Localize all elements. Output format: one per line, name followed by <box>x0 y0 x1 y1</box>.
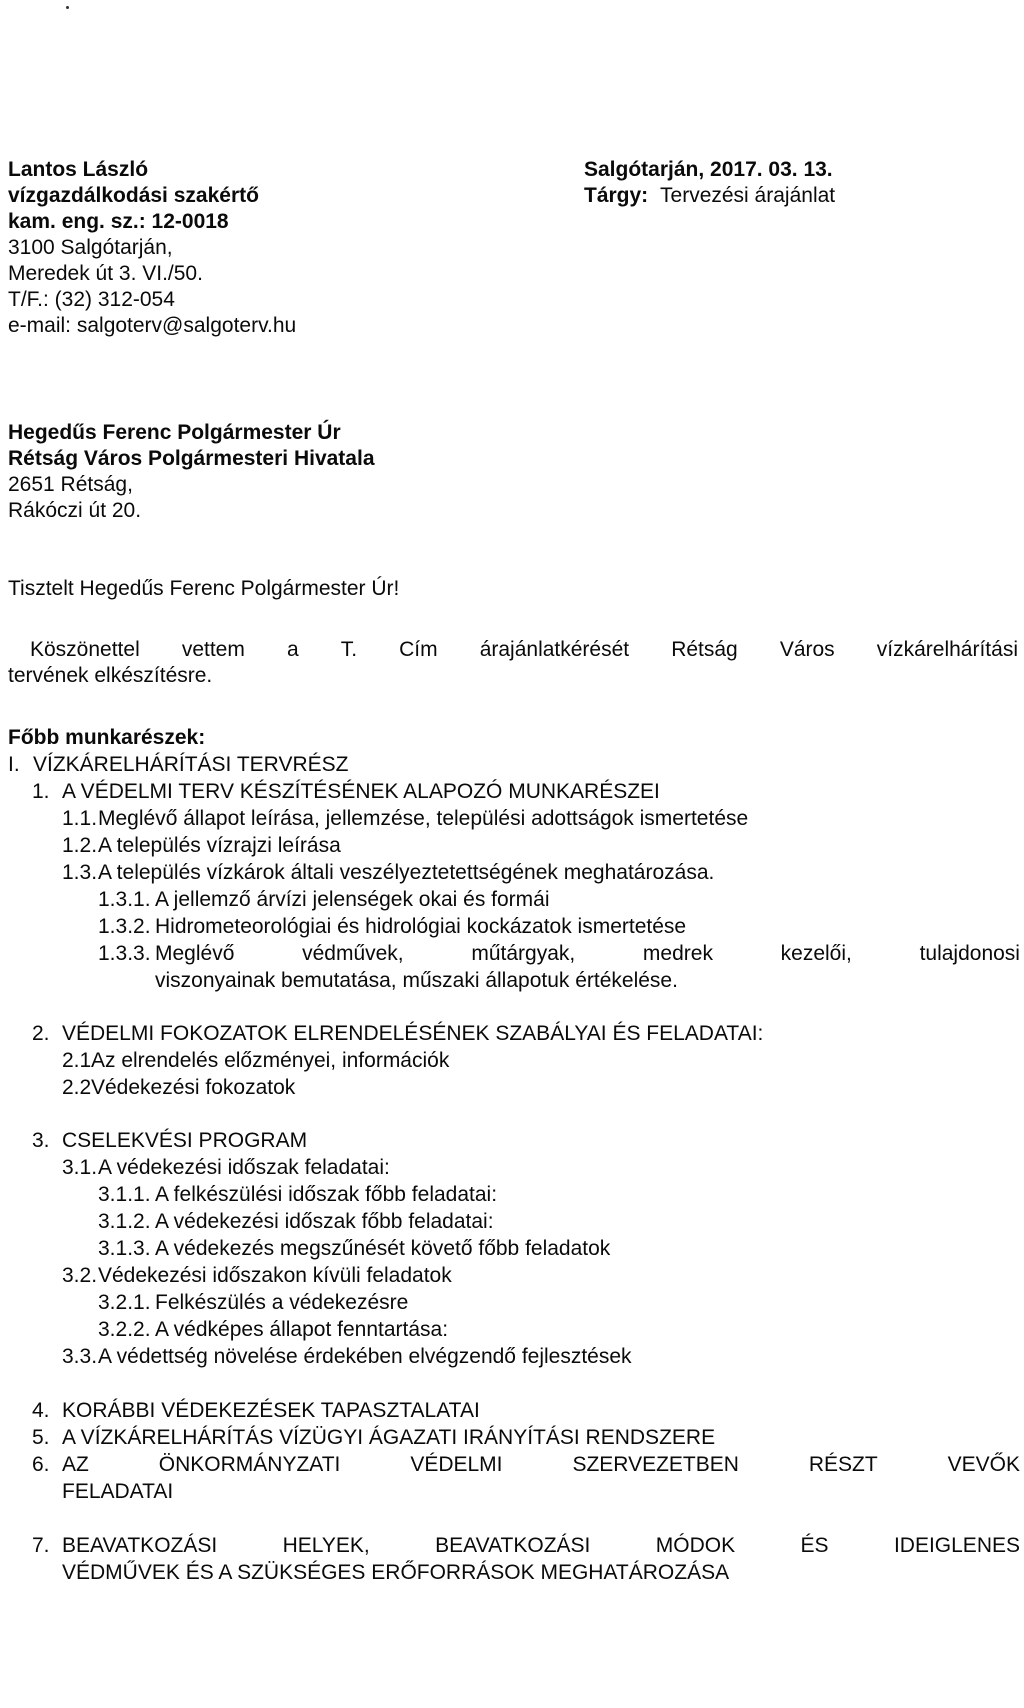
sender-title: vízgazdálkodási szakértő <box>8 184 259 207</box>
recipient-block <box>8 420 375 524</box>
outline-text: A VÉDELMI TERV KÉSZÍTÉSÉNEK ALAPOZÓ MUNKARÉSZEI <box>62 780 660 803</box>
outline-word: VÉDELMI <box>410 1453 503 1476</box>
outline-text <box>62 1533 1020 1559</box>
outline-word: tulajdonosi <box>919 942 1020 965</box>
outline-number: 3. <box>32 1129 50 1152</box>
sender-chamber-number: kam. eng. sz.: 12-0018 <box>8 210 229 233</box>
outline-number: 2. <box>32 1022 50 1045</box>
outline-number: 1.3.2. <box>98 915 151 938</box>
outline-text: CSELEKVÉSI PROGRAM <box>62 1129 308 1152</box>
intro-word: vízkárelhárítási <box>876 638 1018 661</box>
recipient-street: Rákóczi út 20. <box>8 499 142 522</box>
outline-word: ÖNKORMÁNYZATI <box>158 1453 341 1476</box>
outline-number: 2.2 <box>62 1076 92 1099</box>
outline-number: 2.1 <box>62 1049 92 1072</box>
outline-text: A védettség növelése érdekében elvégzendő fejlesztések <box>98 1345 632 1368</box>
intro-word: T. <box>340 638 358 661</box>
subject-text: Tervezési árajánlat <box>660 184 836 207</box>
intro-word: Rétság <box>671 638 738 661</box>
outline-number: 4. <box>32 1399 50 1422</box>
outline-word: BEAVATKOZÁSI <box>62 1534 218 1557</box>
outline-text: Hidrometeorológiai és hidrológiai kockázatok ismertetése <box>155 915 687 938</box>
outline-text: Az elrendelés előzményei, információk <box>91 1049 450 1072</box>
outline-text: Védekezési fokozatok <box>91 1076 296 1099</box>
outline-number: 3.1.2. <box>98 1210 151 1233</box>
sender-street: Meredek út 3. VI./50. <box>8 262 203 285</box>
place-date: Salgótarján, 2017. 03. 13. <box>584 158 833 181</box>
outline-number: 7. <box>32 1534 50 1557</box>
outline-number: 1. <box>32 780 50 803</box>
outline-text: VÍZKÁRELHÁRÍTÁSI TERVRÉSZ <box>33 753 349 776</box>
recipient-name: Hegedűs Ferenc Polgármester Úr <box>8 421 341 444</box>
outline-word: HELYEK, <box>282 1534 370 1557</box>
outline-text <box>62 1452 1020 1478</box>
outline-number: 1.3.3. <box>98 942 151 965</box>
recipient-city: 2651 Rétság, <box>8 473 133 496</box>
outline-text: A település vízkárok általi veszélyeztetettségének meghatározása. <box>98 861 715 884</box>
outline-word: ÉS <box>800 1534 829 1557</box>
header-right <box>584 157 835 209</box>
outline-number: 5. <box>32 1426 50 1449</box>
outline-number: 1.1. <box>62 807 98 830</box>
subject-line <box>584 183 835 209</box>
outline-number: 3.1.1. <box>98 1183 151 1206</box>
outline-number: 1.3.1. <box>98 888 151 911</box>
intro-word: Cím <box>399 638 438 661</box>
outline-text: A védekezési időszak feladatai: <box>98 1156 390 1179</box>
sender-block <box>8 157 296 339</box>
outline-word: műtárgyak, <box>471 942 576 965</box>
intro-word: vettem <box>181 638 245 661</box>
outline-text: A védképes állapot fenntartása: <box>155 1318 449 1341</box>
outline-word: Meglévő <box>155 942 235 965</box>
outline-text: A védekezés megszűnését követő főbb feladatok <box>155 1237 611 1260</box>
outline-number: 3.2.2. <box>98 1318 151 1341</box>
outline-text: KORÁBBI VÉDEKEZÉSEK TAPASZTALATAI <box>62 1399 480 1422</box>
outline-number: 3.1. <box>62 1156 98 1179</box>
outline-number: 6. <box>32 1453 50 1476</box>
outline-number: 1.2. <box>62 834 98 857</box>
outline-word: BEAVATKOZÁSI <box>435 1534 591 1557</box>
outline-word: MÓDOK <box>655 1534 736 1557</box>
outline-text-continuation: VÉDMŰVEK ÉS A SZÜKSÉGES ERŐFORRÁSOK MEGHATÁROZÁSA <box>62 1561 730 1584</box>
outline-number: 1.3. <box>62 861 98 884</box>
outline-word: védművek, <box>302 942 404 965</box>
outline-text: Meglévő állapot leírása, jellemzése, települési adottságok ismertetése <box>98 807 749 830</box>
outline-text-continuation: viszonyainak bemutatása, műszaki állapotuk értékelése. <box>155 969 678 992</box>
outline-text: A jellemző árvízi jelenségek okai és formái <box>155 888 550 911</box>
outline-word: SZERVEZETBEN <box>572 1453 739 1476</box>
salutation: Tisztelt Hegedűs Ferenc Polgármester Úr! <box>8 577 400 600</box>
subject-label: Tárgy: <box>584 184 649 207</box>
outline-text <box>155 941 1020 967</box>
outline-word: kezelői, <box>780 942 852 965</box>
outline-text: Védekezési időszakon kívüli feladatok <box>98 1264 452 1287</box>
outline-text: Felkészülés a védekezésre <box>155 1291 409 1314</box>
recipient-office: Rétság Város Polgármesteri Hivatala <box>8 447 375 470</box>
section-heading: Főbb munkarészek: <box>8 726 206 749</box>
outline-text: VÉDELMI FOKOZATOK ELRENDELÉSÉNEK SZABÁLYAI ÉS FELADATAI: <box>62 1022 764 1045</box>
outline-text: A védekezési időszak főbb feladatai: <box>155 1210 494 1233</box>
outline-word: VEVŐK <box>947 1453 1020 1476</box>
sender-phone: T/F.: (32) 312-054 <box>8 288 175 311</box>
outline-number: 3.1.3. <box>98 1237 151 1260</box>
outline-text: A felkészülési időszak főbb feladatai: <box>155 1183 498 1206</box>
intro-paragraph <box>8 637 1018 689</box>
outline-word: IDEIGLENES <box>893 1534 1020 1557</box>
outline-word: AZ <box>62 1453 89 1476</box>
outline-word: RÉSZT <box>808 1453 878 1476</box>
sender-name: Lantos László <box>8 158 149 181</box>
intro-line-2: tervének elkészítésre. <box>8 664 213 687</box>
intro-line-1 <box>8 637 1018 663</box>
intro-word: árajánlatkérését <box>479 638 630 661</box>
intro-word: a <box>286 638 299 661</box>
outline-text: A település vízrajzi leírása <box>98 834 341 857</box>
intro-word: Város <box>779 638 835 661</box>
scan-speck <box>66 6 69 9</box>
outline-number: I. <box>8 753 20 776</box>
outline-number: 3.2.1. <box>98 1291 151 1314</box>
sender-email: e-mail: salgoterv@salgoterv.hu <box>8 314 297 337</box>
outline-text: A VÍZKÁRELHÁRÍTÁS VÍZÜGYI ÁGAZATI IRÁNYÍTÁSI RENDSZERE <box>62 1426 716 1449</box>
sender-city: 3100 Salgótarján, <box>8 236 173 259</box>
outline-number: 3.3. <box>62 1345 98 1368</box>
intro-word: Köszönettel <box>30 638 140 661</box>
outline-number: 3.2. <box>62 1264 98 1287</box>
outline-word: medrek <box>642 942 713 965</box>
outline-text-continuation: FELADATAI <box>62 1480 174 1503</box>
